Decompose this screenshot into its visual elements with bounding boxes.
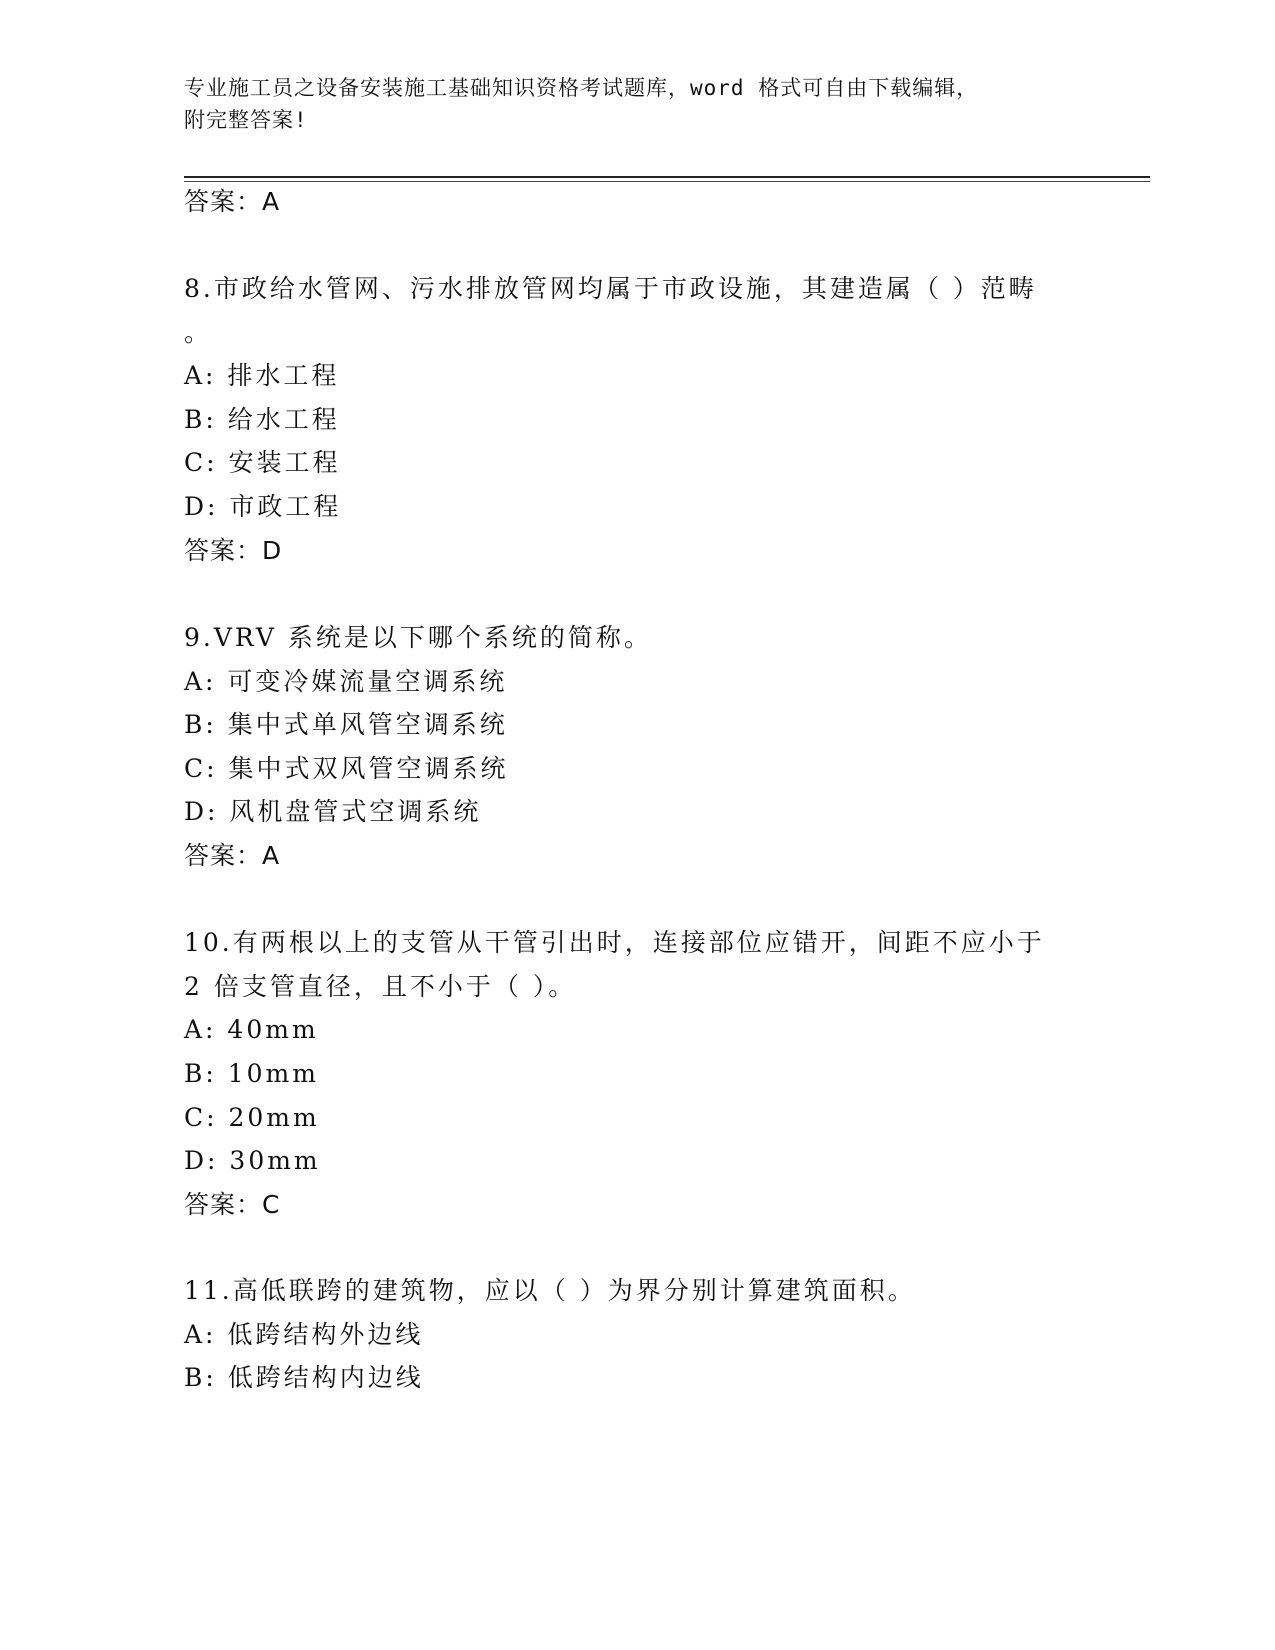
question-8-stem-line-2: 。 [184, 318, 213, 347]
header-line-1: 专业施工员之设备安装施工基础知识资格考试题库，word 格式可自由下载编辑， [184, 76, 979, 100]
question-9-stem-line-1: 9.VRV 系统是以下哪个系统的简称。 [184, 623, 652, 652]
header-line-2: 附完整答案! [184, 108, 308, 132]
question-10-option-c: C: 20mm [184, 1103, 320, 1132]
document-header [184, 72, 1064, 136]
question-8-option-b: B: 给水工程 [184, 405, 340, 434]
question-8-answer: 答案：D [184, 536, 283, 565]
question-11-option-b: B: 低跨结构内边线 [184, 1363, 424, 1392]
question-10-option-d: D: 30mm [184, 1146, 321, 1175]
question-10-option-b: B: 10mm [184, 1059, 319, 1088]
question-8-option-c: C: 安装工程 [184, 448, 341, 477]
question-10-option-a: A: 40mm [184, 1015, 319, 1044]
question-8-option-a: A: 排水工程 [184, 361, 340, 390]
question-11-option-a: A: 低跨结构外边线 [184, 1320, 424, 1349]
previous-question-answer: 答案：A [184, 187, 281, 216]
question-9-option-d: D: 风机盘管式空调系统 [184, 797, 482, 826]
question-11-stem-line-1: 11.高低联跨的建筑物，应以（ ）为界分别计算建筑面积。 [184, 1276, 916, 1305]
question-10-stem-line-1: 10.有两根以上的支管从干管引出时，连接部位应错开，间距不应小于 [184, 928, 1045, 957]
question-10-answer: 答案：C [184, 1190, 281, 1219]
question-9-option-b: B: 集中式单风管空调系统 [184, 710, 508, 739]
question-9-answer: 答案：A [184, 841, 281, 870]
question-10-stem-line-2: 2 倍支管直径，且不小于（ ）。 [184, 972, 577, 1001]
header-divider-thick [184, 176, 1150, 178]
question-8-stem-line-1: 8.市政给水管网、污水排放管网均属于市政设施，其建造属（ ）范畴 [184, 274, 1037, 303]
question-8-option-d: D: 市政工程 [184, 492, 342, 521]
question-9-option-a: A: 可变冷媒流量空调系统 [184, 667, 508, 696]
question-9-option-c: C: 集中式双风管空调系统 [184, 754, 509, 783]
header-divider-thin [184, 181, 1150, 182]
